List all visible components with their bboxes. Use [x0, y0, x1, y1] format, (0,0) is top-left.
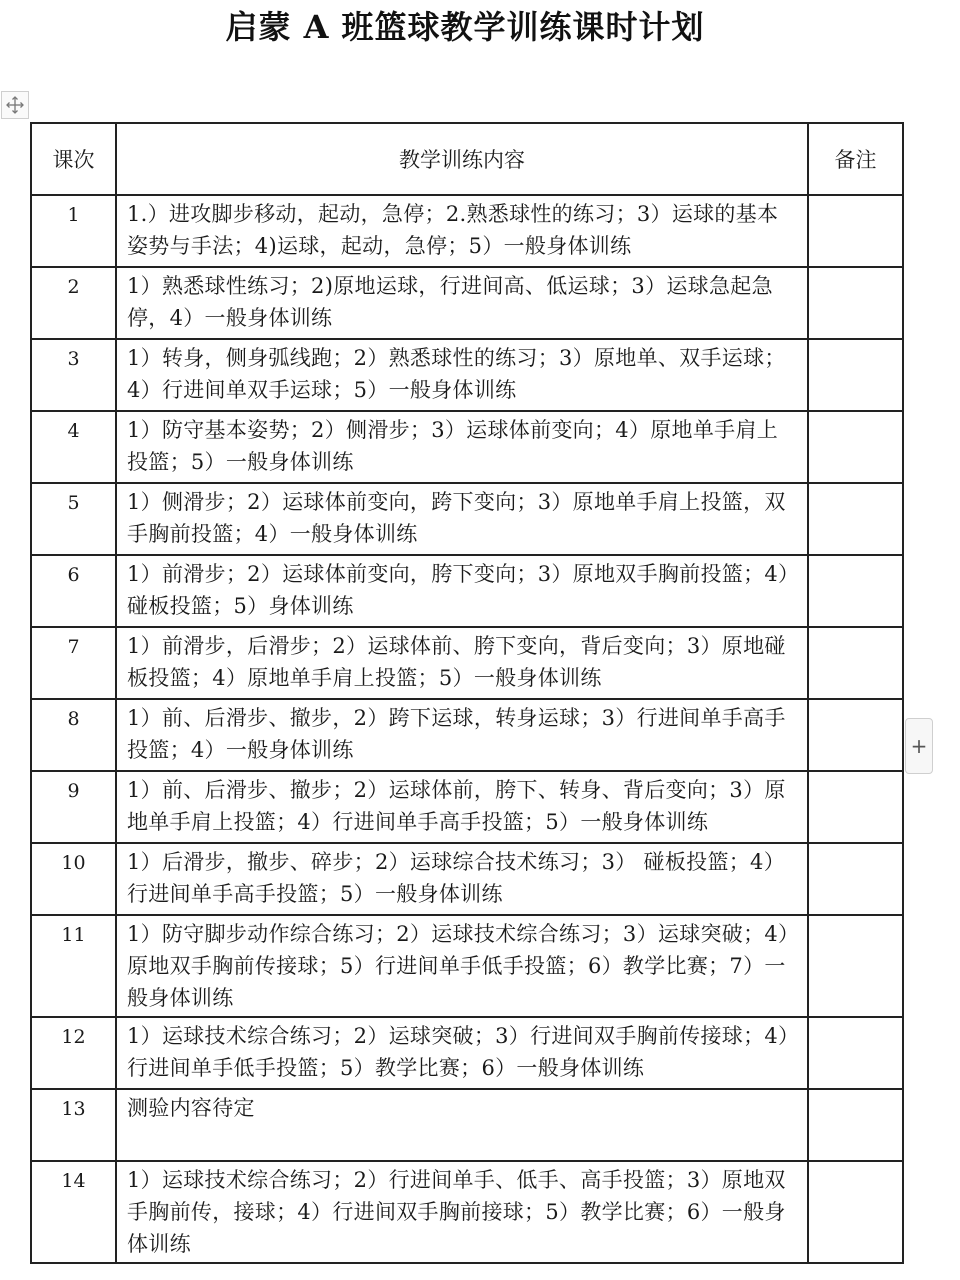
- lesson-number: 14: [31, 1161, 116, 1263]
- document-title: 启蒙 A 班篮球教学训练课时计划: [225, 8, 705, 46]
- lesson-note[interactable]: [808, 267, 903, 339]
- lesson-note[interactable]: [808, 483, 903, 555]
- lesson-note[interactable]: [808, 915, 903, 1017]
- table-row: [31, 699, 903, 771]
- lesson-number: 8: [31, 699, 116, 771]
- lesson-content[interactable]: 1.）进攻脚步移动，起动，急停；2.熟悉球性的练习；3）运球的基本姿势与手法；4)运球，起动，急停；5）一般身体训练: [116, 195, 808, 267]
- table-row: [31, 411, 903, 483]
- lesson-plan-table: [30, 122, 904, 1264]
- lesson-number: 7: [31, 627, 116, 699]
- lesson-number: 9: [31, 771, 116, 843]
- table-row: [31, 339, 903, 411]
- lesson-number: 3: [31, 339, 116, 411]
- table-row: [31, 195, 903, 267]
- lesson-note[interactable]: [808, 1161, 903, 1263]
- table-move-handle[interactable]: [1, 91, 29, 119]
- lesson-content[interactable]: 1）前滑步；2）运球体前变向，胯下变向；3）原地双手胸前投篮；4）碰板投篮；5）身体训练: [116, 555, 808, 627]
- lesson-note[interactable]: [808, 555, 903, 627]
- table-row: [31, 1089, 903, 1161]
- lesson-content[interactable]: 1）前、后滑步、撤步，2）跨下运球，转身运球；3）行进间单手高手投篮；4）一般身体训练: [116, 699, 808, 771]
- lesson-content[interactable]: 1）运球技术综合练习；2）行进间单手、低手、高手投篮；3）原地双手胸前传，接球；4）行进间双手胸前接球；5）教学比赛；6）一般身体训练: [116, 1161, 808, 1263]
- move-icon: [5, 95, 25, 115]
- lesson-number: 10: [31, 843, 116, 915]
- table-row: [31, 1017, 903, 1089]
- table-header-row: [31, 123, 903, 195]
- lesson-content[interactable]: 1）前、后滑步、撤步；2）运球体前，胯下、转身、背后变向；3）原地单手肩上投篮；4）行进间单手高手投篮；5）一般身体训练: [116, 771, 808, 843]
- lesson-number: 4: [31, 411, 116, 483]
- lesson-note[interactable]: [808, 699, 903, 771]
- lesson-content[interactable]: 1）防守基本姿势；2）侧滑步；3）运球体前变向；4）原地单手肩上投篮；5）一般身体训练: [116, 411, 808, 483]
- lesson-note[interactable]: [808, 1089, 903, 1161]
- table-row: [31, 771, 903, 843]
- table-row: [31, 267, 903, 339]
- lesson-number: 12: [31, 1017, 116, 1089]
- lesson-note[interactable]: [808, 195, 903, 267]
- lesson-number: 13: [31, 1089, 116, 1161]
- lesson-content[interactable]: 测验内容待定: [116, 1089, 808, 1161]
- lesson-note[interactable]: [808, 411, 903, 483]
- lesson-content[interactable]: 1）后滑步，撤步、碎步；2）运球综合技术练习；3） 碰板投篮；4）行进间单手高手投篮；5）一般身体训练: [116, 843, 808, 915]
- header-lesson: 课次: [31, 123, 116, 195]
- table-row: [31, 843, 903, 915]
- add-button[interactable]: +: [905, 718, 933, 774]
- lesson-number: 2: [31, 267, 116, 339]
- lesson-number: 6: [31, 555, 116, 627]
- table-row: [31, 555, 903, 627]
- table-row: [31, 627, 903, 699]
- table-row: [31, 1161, 903, 1263]
- lesson-content[interactable]: 1）转身，侧身弧线跑；2）熟悉球性的练习；3）原地单、双手运球；4）行进间单双手运球；5）一般身体训练: [116, 339, 808, 411]
- lesson-content[interactable]: 1）运球技术综合练习；2）运球突破；3）行进间双手胸前传接球；4）行进间单手低手投篮；5）教学比赛；6）一般身体训练: [116, 1017, 808, 1089]
- table-row: [31, 483, 903, 555]
- header-note: 备注: [808, 123, 903, 195]
- lesson-content[interactable]: 1）侧滑步；2）运球体前变向，跨下变向；3）原地单手肩上投篮，双手胸前投篮；4）一般身体训练: [116, 483, 808, 555]
- lesson-note[interactable]: [808, 627, 903, 699]
- lesson-number: 11: [31, 915, 116, 1017]
- table-row: [31, 915, 903, 1017]
- header-content: 教学训练内容: [116, 123, 808, 195]
- lesson-content[interactable]: 1）防守脚步动作综合练习；2）运球技术综合练习；3）运球突破；4）原地双手胸前传接球；5）行进间单手低手投篮；6）教学比赛；7）一般身体训练: [116, 915, 808, 1017]
- lesson-note[interactable]: [808, 1017, 903, 1089]
- lesson-note[interactable]: [808, 771, 903, 843]
- lesson-note[interactable]: [808, 843, 903, 915]
- lesson-number: 1: [31, 195, 116, 267]
- lesson-content[interactable]: 1）前滑步，后滑步；2）运球体前、胯下变向，背后变向；3）原地碰板投篮；4）原地单手肩上投篮；5）一般身体训练: [116, 627, 808, 699]
- lesson-number: 5: [31, 483, 116, 555]
- lesson-content[interactable]: 1）熟悉球性练习；2)原地运球，行进间高、低运球；3）运球急起急停，4）一般身体训练: [116, 267, 808, 339]
- lesson-note[interactable]: [808, 339, 903, 411]
